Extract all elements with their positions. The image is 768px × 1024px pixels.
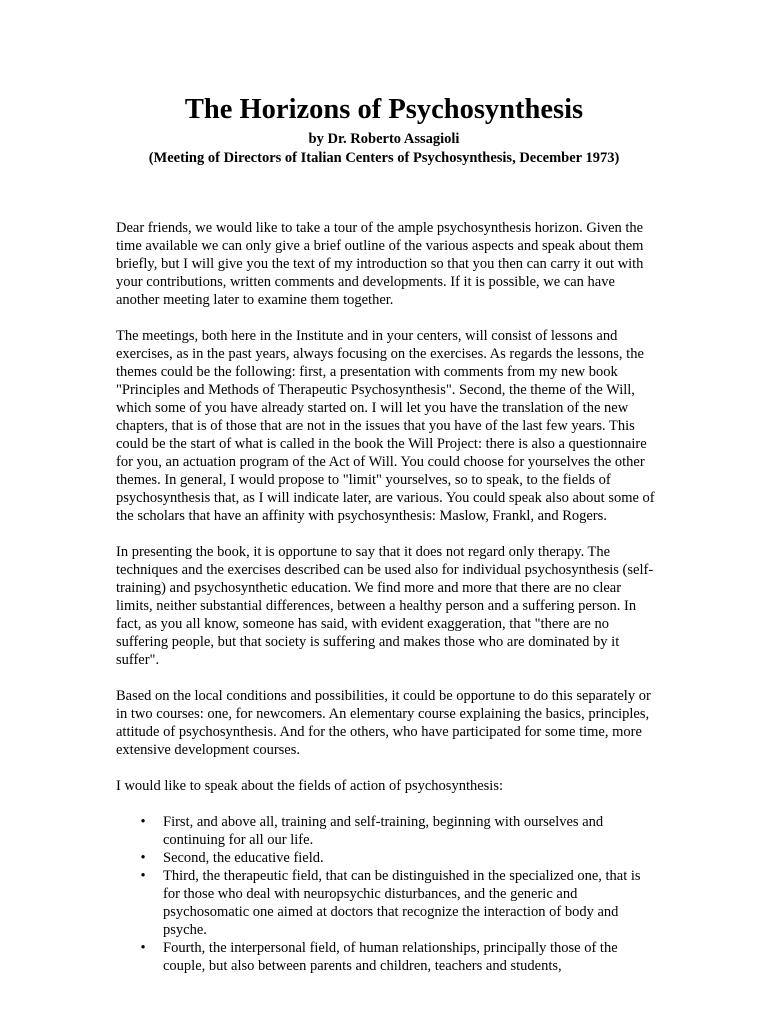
paragraph: I would like to speak about the fields of action of psychosynthesis:: [116, 778, 503, 794]
list-item: [140, 813, 656, 849]
meeting-line: (Meeting of Directors of Italian Centers of Psychosynthesis, December 1973): [148, 150, 620, 166]
list-item-text: First, and above all, training and self-training, beginning with ourselves and continuing for all our life.: [163, 814, 604, 848]
bullet-icon: •: [140, 940, 146, 956]
paragraph: In presenting the book, it is opportune to say that it does not regard only therapy. The techniques and the exercises described can be used also for individual psychosynthesis (self-training) and psychosynthetic education. We find more and more that there are no clear limits, neither substantial differences, between a healthy person and a suffering person. In fact, as you all know, someone has said, with evident exaggeration, that "there are no suffering people, but that society is suffering and makes those who are dominated by it suffer".: [116, 544, 654, 668]
author-line: by Dr. Roberto Assagioli: [308, 131, 460, 147]
document-body: [116, 219, 656, 975]
fields-of-action-list: [116, 813, 656, 975]
bullet-icon: •: [140, 814, 146, 830]
list-item-text: Fourth, the interpersonal field, of human relationships, principally those of the couple, but also between parents and children, teachers and students,: [163, 940, 618, 974]
paragraph: Based on the local conditions and possibilities, it could be opportune to do this separately or in two courses: one, for newcomers. An elementary course explaining the basics, principles, attitude of psychosynthesis. And for the others, who have participated for some time, more extensive development courses.: [116, 688, 651, 758]
list-item: [140, 939, 656, 975]
list-item-text: Second, the educative field.: [163, 850, 324, 866]
paragraph: Dear friends, we would like to take a tour of the ample psychosynthesis horizon. Given the time available we can only give a brief outline of the various aspects and speak about them briefly, but I will give you the text of my introduction so that you then can carry it out with your contributions, written comments and developments. If it is possible, we can have another meeting later to examine them together.: [116, 220, 644, 308]
list-item: [140, 849, 656, 867]
list-item-text: Third, the therapeutic field, that can be distinguished in the specialized one, that is for those who deal with neuropsychic disturbances, and the generic and psychosomatic one aimed at doctors that recognize the interaction of body and psyche.: [163, 868, 641, 938]
paragraph: The meetings, both here in the Institute and in your centers, will consist of lessons and exercises, as in the past years, always focusing on the exercises. As regards the lessons, the themes could be the following: first, a presentation with comments from my new book "Principles and Methods of Therapeutic Psychosynthesis". Second, the theme of the Will, which some of you have already started on. I will let you have the translation of the new chapters, that is of those that are not in the issues that you have of the last few years. This could be the start of what is called in the book the Will Project: there is also a questionnaire for you, an actuation program of the Act of Will. You could choose for yourselves the other themes. In general, I would propose to "limit" yourselves, so to speak, to the fields of psychosynthesis that, as I will indicate later, are various. You could speak also about some of the scholars that have an affinity with psychosynthesis: Maslow, Frankl, and Rogers.: [116, 328, 655, 524]
document-title: The Horizons of Psychosynthesis: [184, 94, 584, 125]
list-item: [140, 867, 656, 939]
bullet-icon: •: [140, 868, 146, 884]
bullet-icon: •: [140, 850, 146, 866]
